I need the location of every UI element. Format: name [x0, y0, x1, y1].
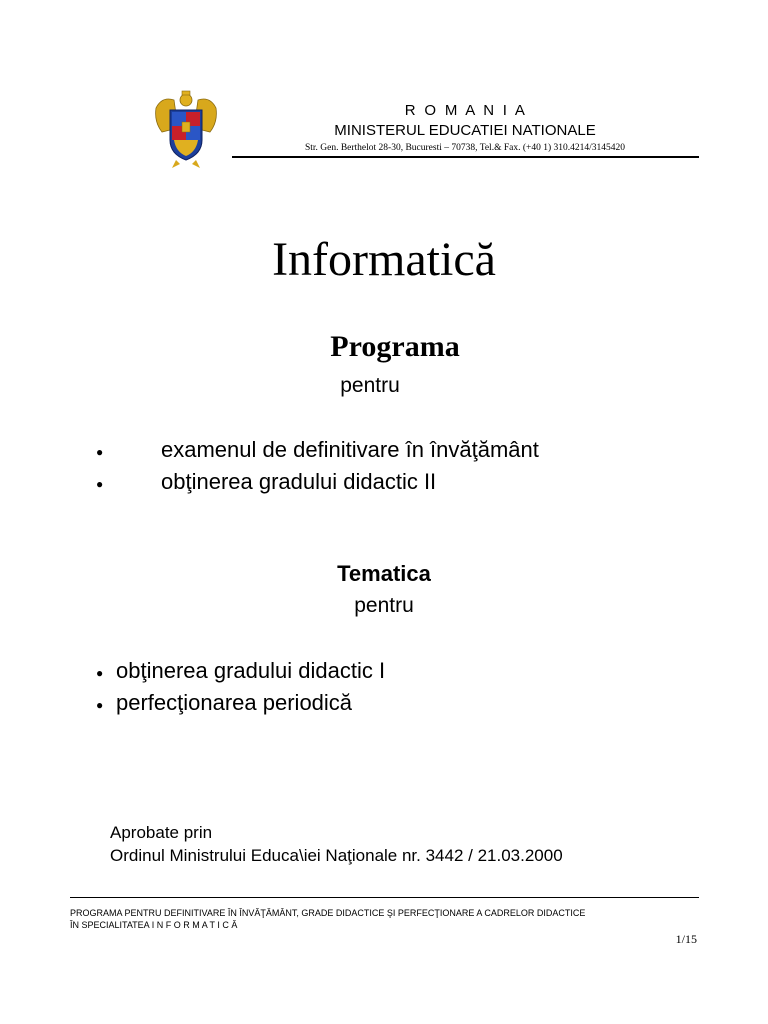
programa-heading: Programa — [330, 330, 460, 363]
programa-for-label: pentru — [340, 374, 400, 397]
bullet-icon: ● — [96, 445, 104, 459]
list-item-text: obţinerea gradului didactic I — [116, 658, 386, 683]
header-divider — [232, 156, 699, 158]
document-title: Informatică — [272, 233, 496, 286]
footer-line-1: PROGRAMA PENTRU DEFINITIVARE ÎN ÎNVĂŢĂMÂNT, GRADE DIDACTICE ŞI PERFECŢIONARE A CADRELOR DIDACTICE — [70, 908, 586, 918]
list-item-text: perfecţionarea periodică — [116, 690, 353, 715]
bullet-icon: ● — [96, 666, 104, 680]
footer-text — [70, 907, 710, 931]
list-item-text: obţinerea gradului didactic II — [161, 469, 437, 494]
header-ministry: MINISTERUL EDUCATIEI NATIONALE — [334, 122, 596, 139]
header-country: R O M A N I A — [404, 102, 526, 119]
list-item-text: examenul de definitivare în învăţământ — [161, 437, 539, 462]
footer-line-2: ÎN SPECIALITATEA I N F O R M A T I C Ă — [70, 920, 238, 930]
tematica-for-label: pentru — [354, 594, 414, 617]
page-number: 1/15 — [675, 932, 697, 946]
bullet-icon: ● — [96, 698, 104, 712]
approval-line-2: Ordinul Ministrului Educa\iei Naţionale nr. 3442 / 21.03.2000 — [110, 846, 563, 865]
coat-of-arms-icon — [152, 88, 220, 170]
header-address: Str. Gen. Berthelot 28-30, Bucuresti – 70738, Tel.& Fax. (+40 1) 310.4214/3145420 — [304, 143, 626, 153]
footer-divider — [70, 897, 699, 898]
approval-line-1: Aprobate prin — [110, 823, 213, 842]
tematica-heading: Tematica — [337, 561, 431, 586]
bullet-icon: ● — [96, 477, 104, 491]
